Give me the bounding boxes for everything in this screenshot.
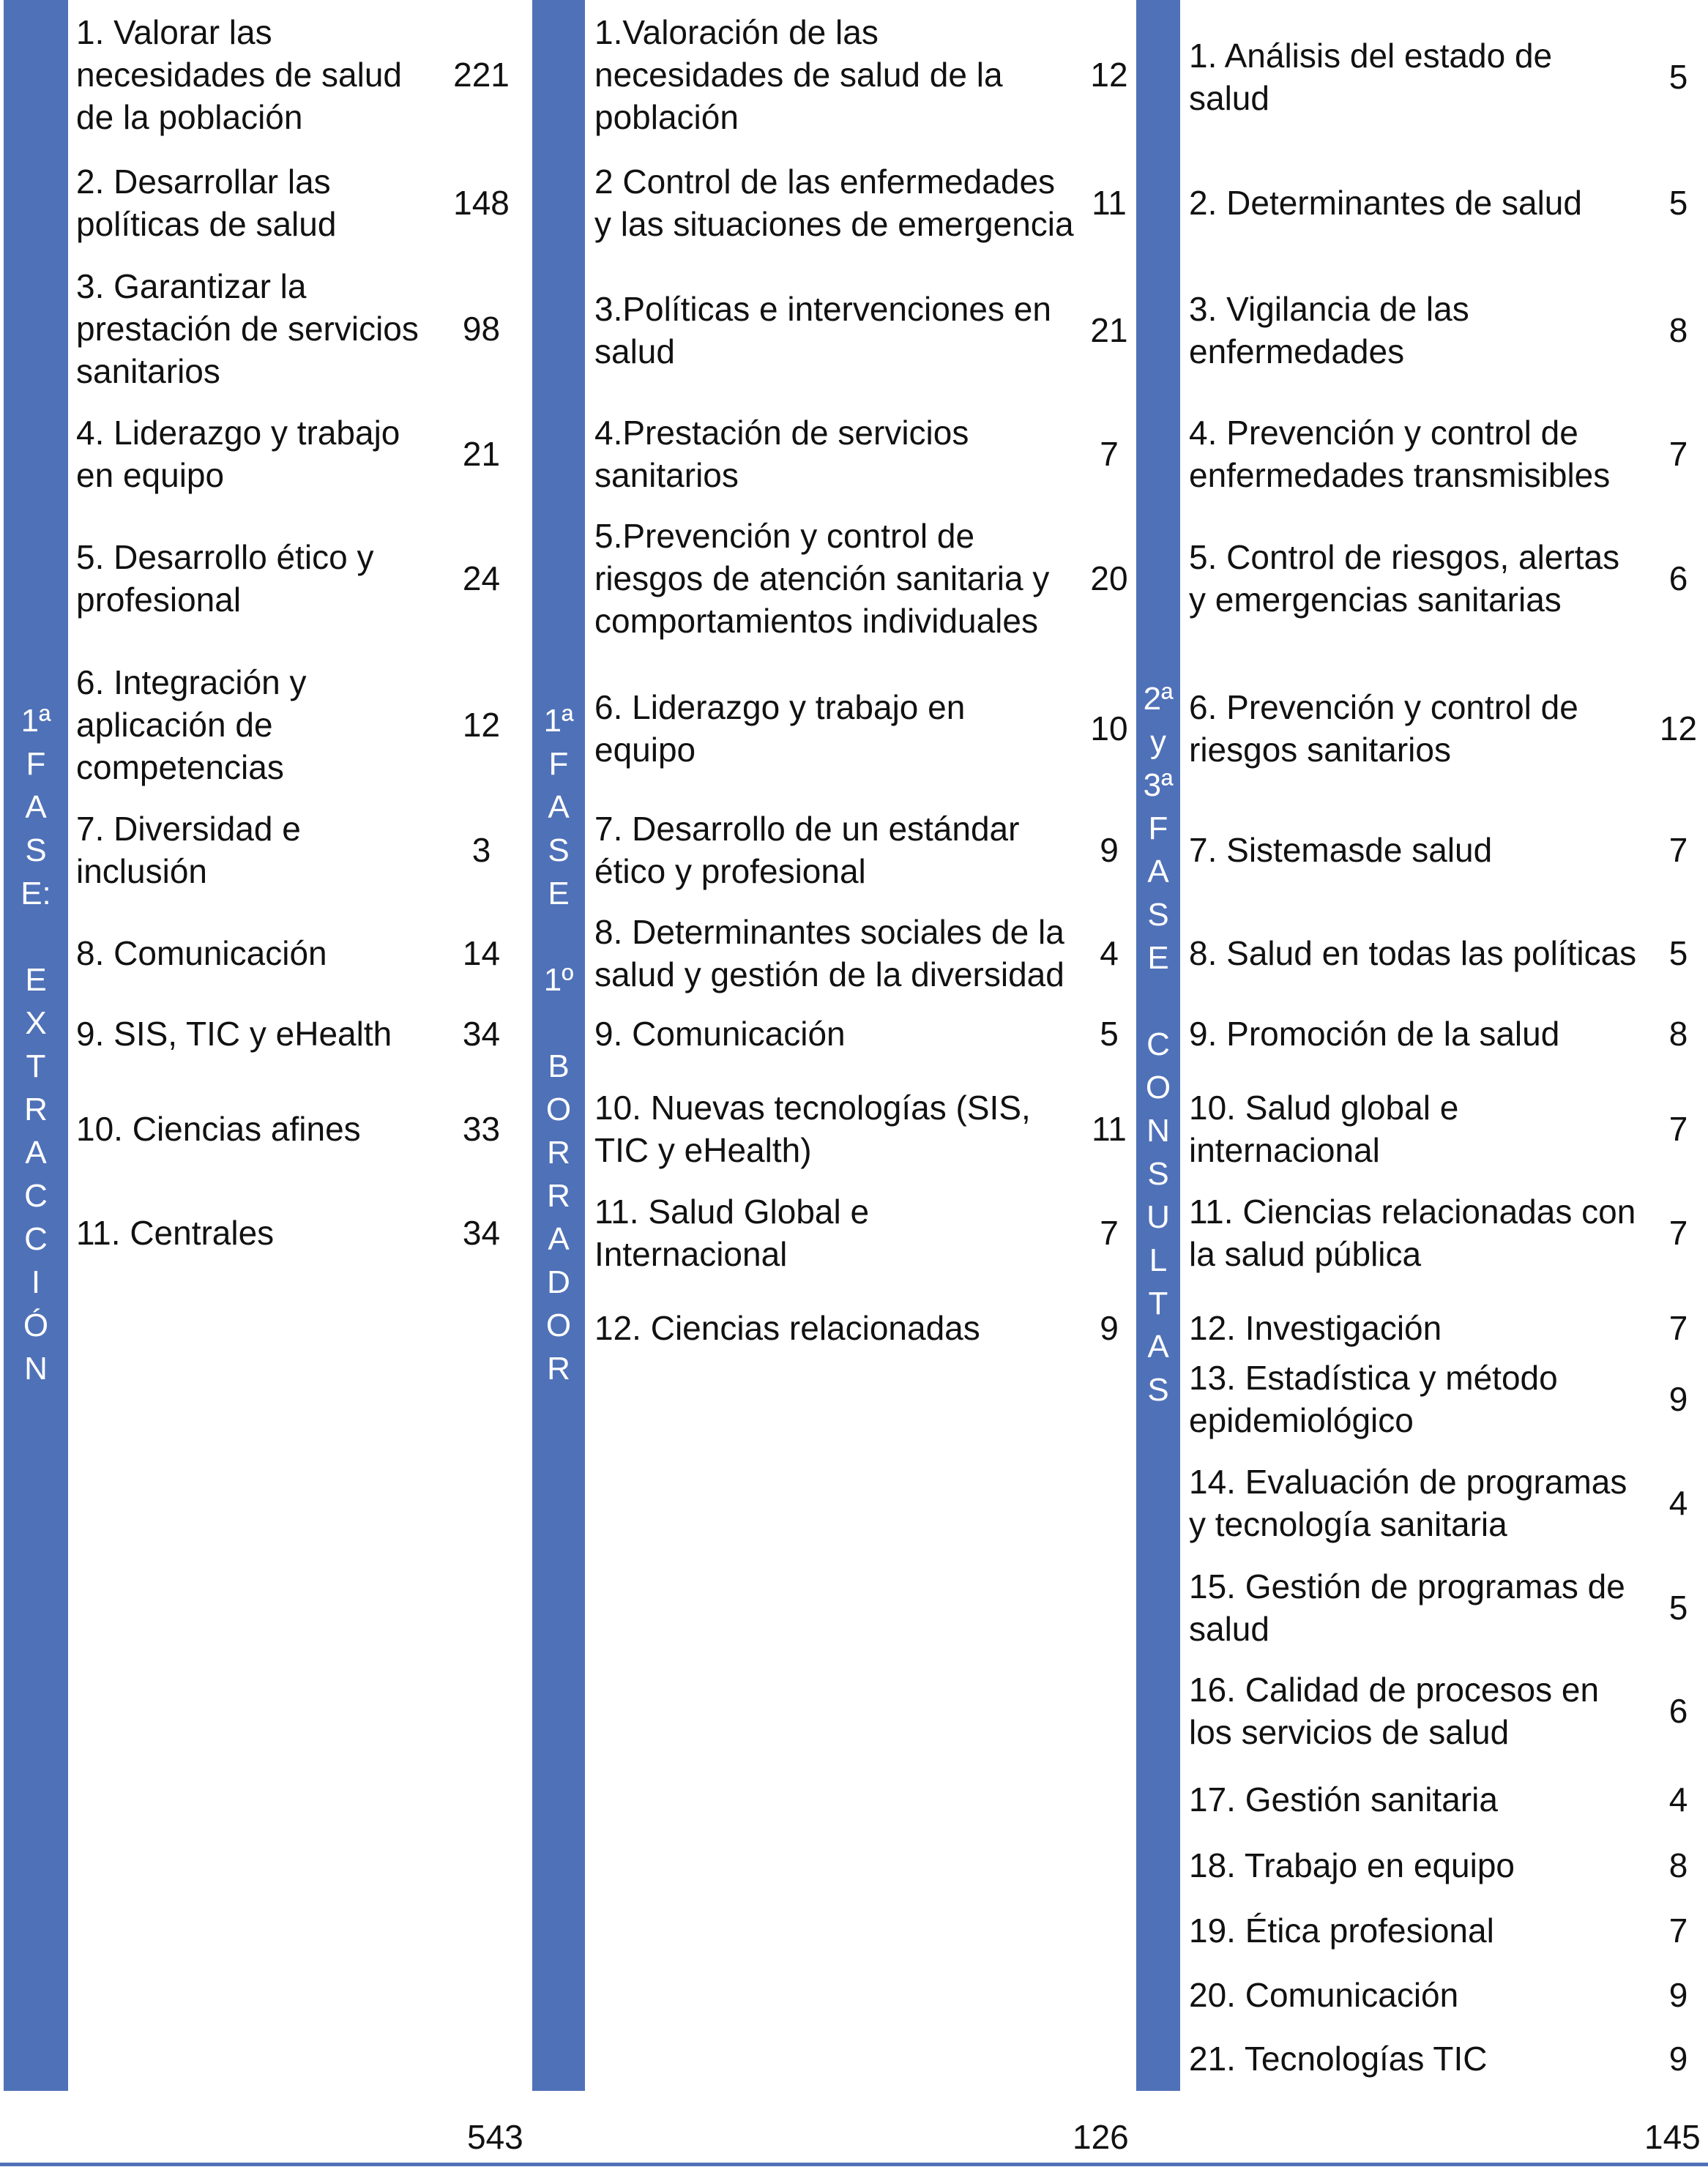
phase-bar-borrador (532, 0, 585, 2091)
table-row (594, 681, 1100, 776)
bottom-rule (0, 2163, 1708, 2166)
competency-label: 16. Calidad de procesos en los servicios de salud (1189, 1671, 1600, 1751)
competency-count: 33 (462, 1110, 501, 1148)
competency-label: 5. Desarrollo ético y profesional (76, 538, 374, 619)
competency-count: 5 (1100, 1015, 1119, 1053)
table-row (594, 5, 1100, 144)
competency-count: 7 (1668, 1214, 1688, 1252)
table-row (1189, 406, 1672, 501)
competency-count: 6 (1668, 559, 1688, 597)
competency-label: 9. Promoción de la salud (1189, 1015, 1560, 1053)
table-row (594, 802, 1100, 898)
table-row (76, 802, 442, 898)
table-row (1189, 155, 1672, 250)
competency-label: 10. Nuevas tecnologías (SIS, TIC y eHealth) (594, 1089, 1031, 1169)
competency-count: 8 (1668, 1846, 1688, 1884)
table-row (1189, 1770, 1672, 1829)
table-row (76, 259, 442, 398)
competency-count: 7 (1668, 1110, 1688, 1148)
table-row (1189, 1351, 1672, 1447)
table-row (1189, 993, 1672, 1074)
competency-count: 7 (1668, 435, 1688, 473)
table-row (1189, 2029, 1672, 2088)
table-row (594, 1288, 1100, 1368)
competency-count: 4 (1668, 1780, 1688, 1819)
table-row (76, 993, 442, 1074)
competency-label: 2. Determinantes de salud (1189, 184, 1582, 222)
table-row (76, 5, 442, 144)
table-row (76, 155, 442, 250)
competency-label: 2 Control de las enfermedades y las situaciones de emergencia (594, 163, 1074, 243)
competency-label: 21. Tecnologías TIC (1189, 2040, 1488, 2078)
competency-label: 8. Comunicación (76, 934, 327, 972)
competency-label: 11. Ciencias relacionadas con la salud pública (1189, 1193, 1636, 1273)
table-row (1189, 802, 1672, 898)
competency-label: 1. Valorar las necesidades de salud de la población (76, 13, 402, 136)
competency-count: 7 (1100, 1214, 1119, 1252)
phase-total-borrador: 126 (1073, 2118, 1129, 2156)
competency-count: 34 (462, 1015, 501, 1053)
table-row (594, 283, 1100, 378)
table-row (1189, 1455, 1672, 1551)
table-row (1189, 531, 1672, 626)
competency-count: 34 (462, 1214, 501, 1252)
competency-count: 148 (453, 184, 510, 222)
table-row (1189, 1081, 1672, 1176)
competency-label: 20. Comunicación (1189, 1976, 1459, 2014)
competency-label: 18. Trabajo en equipo (1189, 1846, 1515, 1884)
competency-count: 7 (1668, 1911, 1688, 1950)
competency-count: 20 (1090, 559, 1128, 597)
competency-count: 9 (1668, 2040, 1688, 2078)
table-row (76, 406, 442, 501)
competency-count: 8 (1668, 311, 1688, 349)
competency-label: 9. Comunicación (594, 1015, 846, 1053)
competency-label: 10. Salud global e internacional (1189, 1089, 1459, 1169)
table-row (594, 406, 1100, 501)
competency-label: 3.Políticas e intervenciones en salud (594, 290, 1051, 370)
table-row (1189, 29, 1672, 124)
competency-count: 4 (1100, 934, 1119, 972)
phase-label-consultas: 2ª y 3ª F A S E C O N S U L T A S (1143, 681, 1174, 1408)
competency-label: 4.Prestación de servicios sanitarios (594, 414, 969, 494)
competency-label: 3. Vigilancia de las enfermedades (1189, 290, 1469, 370)
competency-count: 12 (1090, 56, 1128, 94)
competency-label: 8. Salud en todas las políticas (1189, 934, 1637, 972)
competency-label: 12. Investigación (1189, 1309, 1442, 1347)
competency-count: 21 (462, 435, 501, 473)
table-row (1189, 1836, 1672, 1895)
table-row (594, 509, 1100, 648)
competency-count: 7 (1100, 435, 1119, 473)
table-row (594, 906, 1100, 1001)
competency-count: 24 (462, 559, 501, 597)
phase-bar-consultas (1136, 0, 1180, 2091)
table-row (1189, 283, 1672, 378)
table-row (594, 1185, 1100, 1280)
competency-label: 5.Prevención y control de riesgos de atención sanitaria y comportamientos individuales (594, 517, 1050, 640)
competency-label: 6. Integración y aplicación de competencias (76, 663, 307, 786)
competency-count: 14 (462, 934, 501, 972)
table-row (1189, 906, 1672, 1001)
competency-count: 7 (1668, 1309, 1688, 1347)
competency-label: 8. Determinantes sociales de la salud y gestión de la diversidad (594, 913, 1064, 993)
competency-label: 3. Garantizar la prestación de servicios sanitarios (76, 267, 419, 390)
competency-label: 5. Control de riesgos, alertas y emergencias sanitarias (1189, 538, 1620, 619)
table-row (1189, 1901, 1672, 1960)
competency-label: 13. Estadística y método epidemiológico (1189, 1359, 1558, 1439)
table-row (76, 1185, 442, 1280)
phase-total-extraccion: 543 (467, 2118, 523, 2156)
table-row (1189, 1560, 1672, 1655)
competency-label: 7. Desarrollo de un estándar ético y profesional (594, 810, 1020, 890)
table-row (1189, 1966, 1672, 2024)
competency-label: 6. Liderazgo y trabajo en equipo (594, 688, 966, 769)
competency-count: 11 (1092, 184, 1127, 222)
table-row (76, 906, 442, 1001)
phase-label-extraccion: 1ª F A S E: E X T R A C C I Ó N (20, 703, 51, 1387)
table-row (594, 1081, 1100, 1176)
competency-count: 4 (1668, 1484, 1688, 1522)
table-row (1189, 681, 1672, 776)
competency-label: 19. Ética profesional (1189, 1911, 1494, 1950)
competency-label: 15. Gestión de programas de salud (1189, 1567, 1625, 1648)
table-row (76, 1081, 442, 1176)
competency-count: 221 (453, 56, 510, 94)
competency-count: 7 (1668, 831, 1688, 869)
competency-label: 4. Prevención y control de enfermedades transmisibles (1189, 414, 1611, 494)
competency-label: 7. Diversidad e inclusión (76, 810, 301, 890)
competency-count: 8 (1668, 1015, 1688, 1053)
competency-count: 9 (1100, 1309, 1119, 1347)
competency-label: 4. Liderazgo y trabajo en equipo (76, 414, 400, 494)
table-row (1189, 1185, 1672, 1280)
competency-label: 14. Evaluación de programas y tecnología sanitaria (1189, 1463, 1627, 1543)
competency-label: 6. Prevención y control de riesgos sanitarios (1189, 688, 1578, 769)
competency-count: 12 (462, 706, 501, 744)
table-row (594, 993, 1100, 1074)
competency-label: 1.Valoración de las necesidades de salud de la población (594, 13, 1003, 136)
competency-count: 9 (1100, 831, 1119, 869)
competency-count: 5 (1668, 184, 1688, 222)
phase-label-borrador: 1ª F A S E 1º B O R R A D O R (543, 703, 574, 1387)
competency-count: 9 (1668, 1380, 1688, 1418)
competency-count: 5 (1668, 1589, 1688, 1627)
competency-label: 2. Desarrollar las políticas de salud (76, 163, 337, 243)
competency-count: 98 (462, 310, 501, 348)
table-row (594, 155, 1100, 250)
competency-label: 12. Ciencias relacionadas (594, 1309, 980, 1347)
competency-count: 5 (1668, 58, 1688, 96)
competency-count: 10 (1090, 709, 1128, 747)
competency-label: 10. Ciencias afines (76, 1110, 361, 1148)
phase-bar-extraccion (4, 0, 68, 2091)
competency-label: 17. Gestión sanitaria (1189, 1780, 1498, 1819)
competency-count: 21 (1090, 311, 1128, 349)
competency-count: 3 (471, 831, 491, 869)
competency-label: 9. SIS, TIC y eHealth (76, 1015, 392, 1053)
table-row (1189, 1663, 1672, 1758)
competency-label: 11. Salud Global e Internacional (594, 1193, 870, 1273)
table-row (76, 655, 442, 794)
competency-count: 9 (1668, 1976, 1688, 2014)
competency-label: 1. Análisis del estado de salud (1189, 37, 1553, 117)
competency-label: 11. Centrales (76, 1214, 275, 1252)
competency-count: 6 (1668, 1692, 1688, 1730)
phase-total-consultas: 145 (1644, 2118, 1701, 2156)
competency-count: 5 (1668, 934, 1688, 972)
competency-label: 7. Sistemasde salud (1189, 831, 1493, 869)
table-row (76, 509, 442, 648)
competency-count: 12 (1659, 709, 1698, 747)
competency-count: 11 (1092, 1110, 1127, 1148)
